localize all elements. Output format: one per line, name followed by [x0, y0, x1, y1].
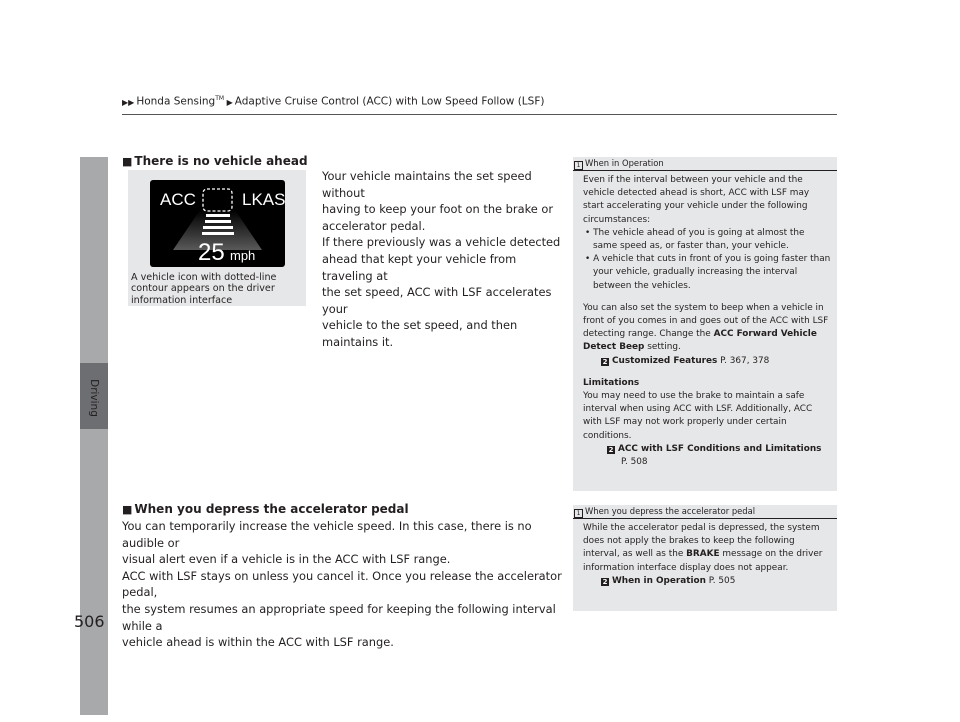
note-body [583, 174, 831, 469]
body-line: the system resumes an appropriate speed for keeping the following interval while a [122, 601, 556, 633]
acc-label: ACC [160, 190, 196, 209]
note-paragraph: Even if the interval between your vehicle and the vehicle detected ahead is short, ACC with LSF may start accelerating your vehicle under the following circumstances: [583, 175, 810, 225]
chapter-label: Driving [88, 379, 100, 417]
reference-arrow-icon: 2 [608, 445, 614, 454]
reference-arrow-icon: 2 [602, 577, 608, 586]
body-line: visual alert even if a vehicle is in the ACC with LSF range. [122, 552, 451, 567]
note-subheading: Limitations [583, 377, 640, 388]
section-heading-text: There is no vehicle ahead [134, 154, 308, 168]
section-body [322, 168, 562, 351]
reference-arrow-icon: 2 [602, 357, 608, 366]
body-line: ahead that kept your vehicle from traveling at [322, 251, 517, 283]
note-title [574, 506, 755, 518]
lkas-label: LKAS [242, 190, 285, 209]
section-heading [122, 154, 308, 168]
breadcrumb-item[interactable]: Honda Sensing [136, 95, 216, 108]
chapter-sidebar [80, 157, 108, 715]
cross-reference-link[interactable]: 2 ACC with LSF Conditions and Limitations [608, 443, 822, 454]
page-number: 506 [74, 612, 105, 631]
note-bullet: • A vehicle that cuts in front of you is going faster than your vehicle, gradually increasing the interval between the vehicles. [585, 254, 831, 291]
body-line: the set speed, ACC with LSF accelerates your [322, 285, 552, 316]
note-icon: 1 [574, 509, 583, 518]
body-line: vehicle to the set speed, and then maintains it. [322, 318, 518, 349]
header-rule [122, 114, 837, 115]
section-heading [122, 502, 409, 516]
setting-name: ACC Forward Vehicle Detect Beep [583, 329, 817, 353]
section-heading-text: When you depress the accelerator pedal [134, 502, 409, 516]
note-title-text: When you depress the accelerator pedal [585, 506, 756, 516]
note-rule [573, 170, 837, 171]
note-paragraph: While the accelerator pedal is depressed, the system does not apply the brakes to keep the following interval, as well as the BRAKE message on the driver information interface display does not appear. [583, 523, 823, 573]
trademark-mark: TM [215, 95, 225, 102]
cross-reference-link[interactable]: 2 When in Operation P. 505 [602, 575, 736, 586]
reference-page: P. 508 [621, 457, 648, 468]
note-icon: 1 [574, 161, 583, 170]
note-bullet: • The vehicle ahead of you is going at almost the same speed as, or faster than, your vehicle. [585, 227, 805, 252]
breadcrumb-item[interactable]: Adaptive Cruise Control (ACC) with Low Speed Follow (LSF) [234, 95, 545, 108]
cross-reference-link[interactable]: 2 Customized Features P. 367, 378 [602, 355, 770, 366]
breadcrumb-arrow-icon: ▶ [224, 97, 233, 107]
note-body [583, 522, 831, 588]
breadcrumb [122, 95, 544, 108]
body-line: accelerator pedal. [322, 218, 426, 233]
figure-caption: A vehicle icon with dotted-line contour appears on the driver information interface [131, 272, 277, 306]
message-name: BRAKE [686, 549, 720, 560]
note-paragraph: You can also set the system to beep when a vehicle in front of you comes in and goes out of the ACC with LSF detecting range. Change the ACC Forward Vehicle Detect Beep setting. [583, 302, 829, 353]
note-title [574, 158, 664, 170]
vehicle-outline-icon [203, 189, 232, 211]
note-paragraph: You may need to use the brake to maintain a safe interval when using ACC with LSF. Additionally, ACC with LSF may not work properly under certain conditions. [583, 391, 813, 441]
body-line: having to keep your foot on the brake or [322, 202, 554, 217]
speed-unit: mph [230, 248, 256, 263]
set-speed-value: 25 [198, 239, 225, 266]
body-line: You can temporarily increase the vehicle speed. In this case, there is no audible or [122, 519, 532, 550]
driver-info-display-image [150, 180, 285, 267]
body-line: If there previously was a vehicle detected [322, 235, 561, 250]
display-illustration [150, 180, 285, 267]
square-bullet-icon: ■ [122, 503, 133, 516]
body-line: ACC with LSF stays on unless you cancel it. Once you release the accelerator pedal, [122, 568, 562, 600]
note-title-text: When in Operation [585, 158, 664, 168]
section-body [122, 518, 567, 651]
body-line: vehicle ahead is within the ACC with LSF range. [122, 635, 394, 650]
breadcrumb-arrow-icon: ▶▶ [122, 97, 135, 107]
note-rule [573, 518, 837, 519]
square-bullet-icon: ■ [122, 155, 133, 168]
body-line: Your vehicle maintains the set speed without [322, 169, 532, 200]
